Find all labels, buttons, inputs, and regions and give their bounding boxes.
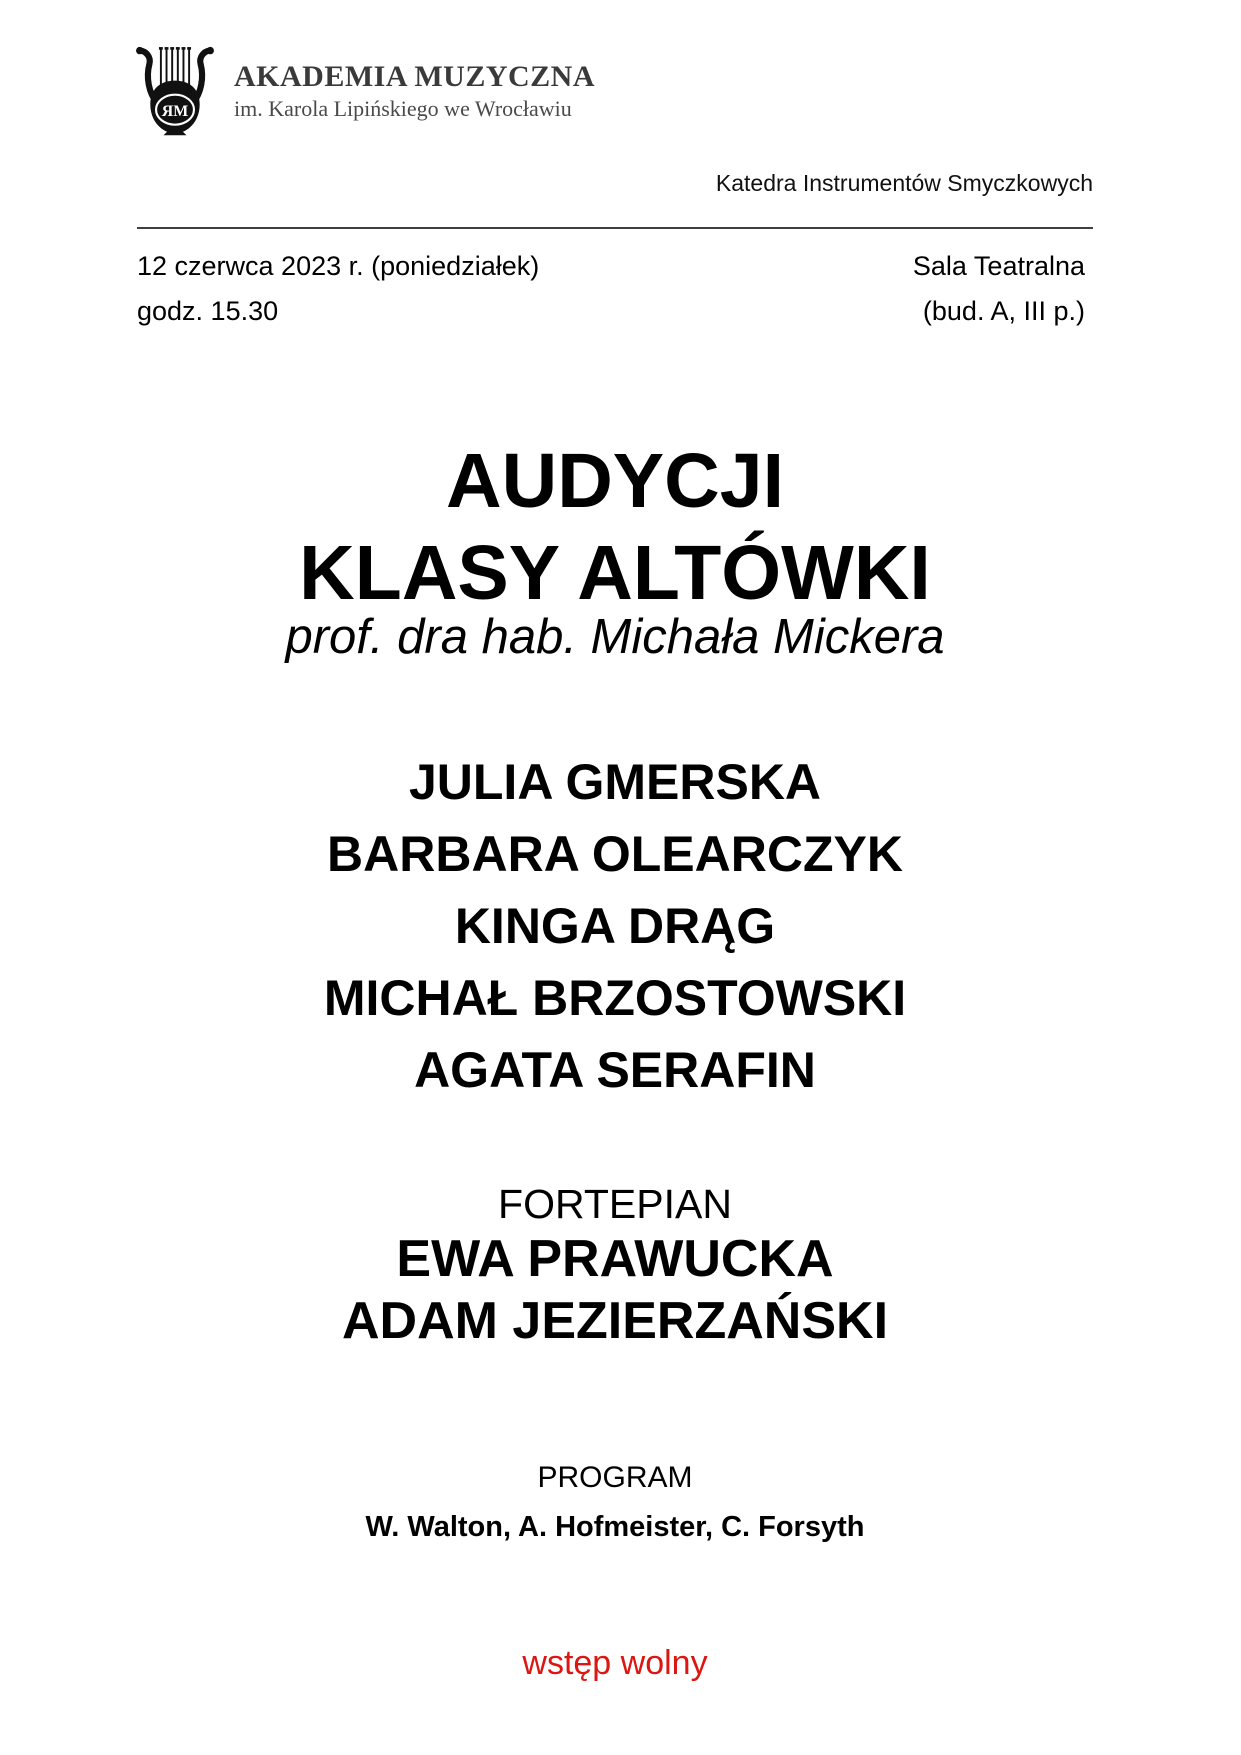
performer-name: BARBARA OLEARCZYK [327,826,903,882]
performer-name: MICHAŁ BRZOSTOWSKI [323,970,907,1026]
performer-name: JULIA GMERSKA [408,754,822,810]
admission-note: wstęp wolny [522,1644,708,1682]
event-info-row-2 [137,296,1093,327]
logo-monogram: ЯM [161,102,189,120]
performer-name: AGATA SERAFIN [414,1042,816,1098]
pianists-list [137,1228,1093,1352]
venue-name: Sala Teatralna [912,251,1085,281]
event-date: 12 czerwca 2023 r. (poniedziałek) [137,251,540,281]
program-label: PROGRAM [537,1461,693,1494]
fortepian-label: FORTEPIAN [498,1181,732,1227]
professor-line: prof. dra hab. Michała Mickera [285,610,945,664]
divider-rule [137,227,1093,229]
performer-name: KINGA DRĄG [454,898,776,954]
pianist-name: ADAM JEZIERZAŃSKI [341,1292,889,1350]
program-composers: W. Walton, A. Hofmeister, C. Forsyth [365,1511,865,1543]
performers-list [137,746,1093,1106]
logo-text [234,40,595,122]
lyre-icon [130,40,220,137]
event-time: godz. 15.30 [137,296,279,326]
pianist-name: EWA PRAWUCKA [396,1230,834,1288]
event-title [137,435,1093,619]
title-line2: KLASY ALTÓWKI [299,530,931,616]
academy-logo [130,40,595,137]
org-subtitle: im. Karola Lipińskiego we Wrocławiu [234,96,572,121]
venue-detail: (bud. A, III p.) [922,296,1085,326]
org-name: AKADEMIA MUZYCZNA [234,60,595,93]
title-line1: AUDYCJI [445,438,784,524]
department-label: Katedra Instrumentów Smyczkowych [715,170,1093,196]
event-info-row-1 [137,251,1093,282]
